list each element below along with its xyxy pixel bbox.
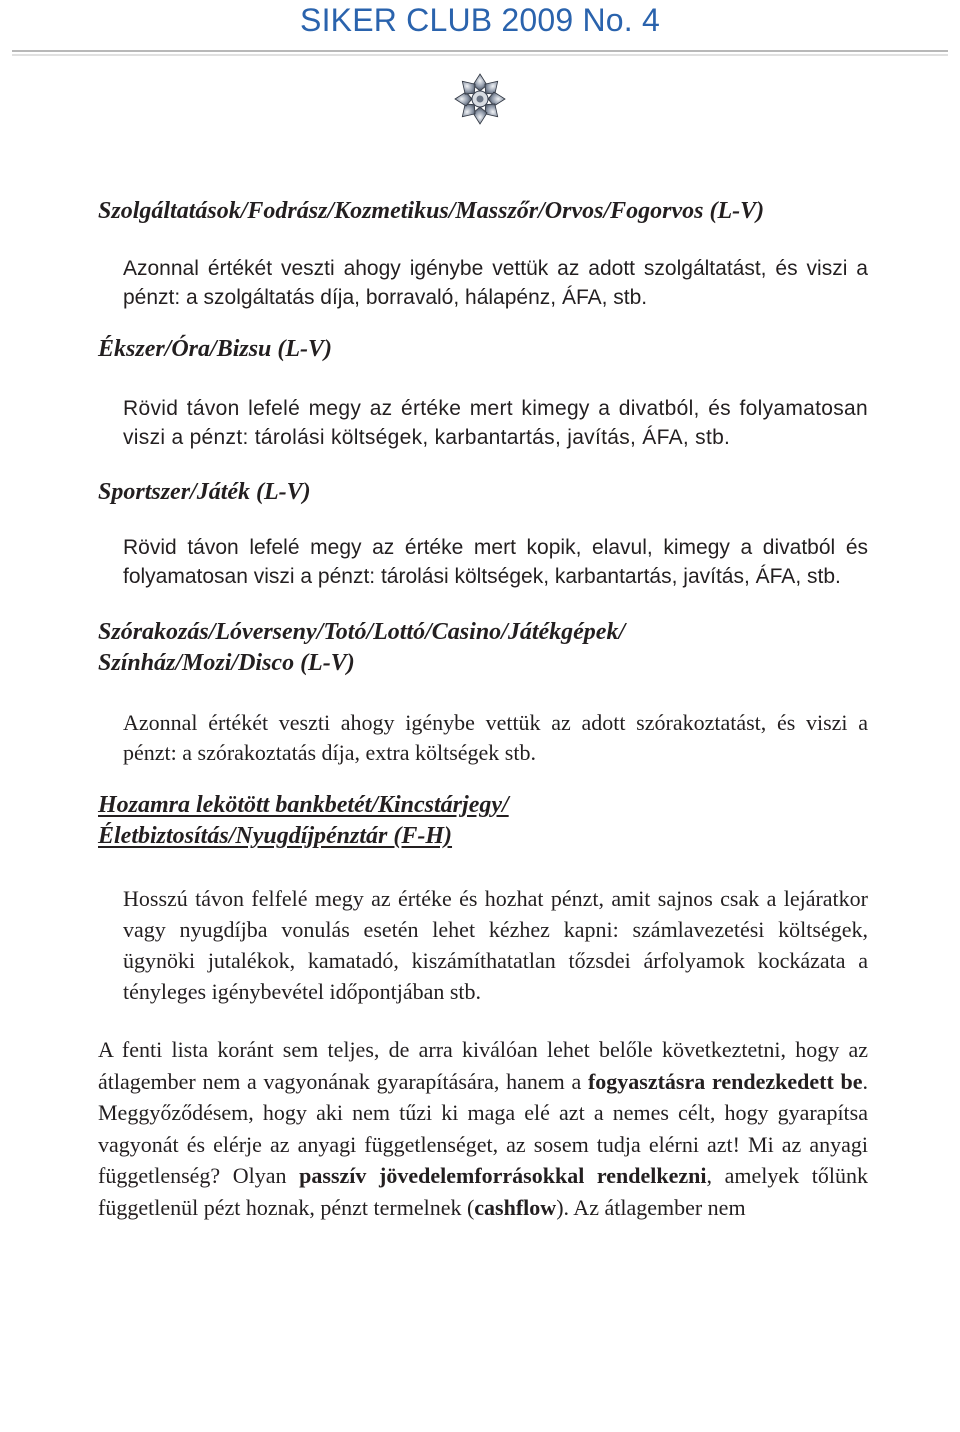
article-content [98, 196, 868, 1224]
section-heading: Sportszer/Játék (L-V) [98, 479, 311, 505]
closing-paragraph [98, 1034, 868, 1224]
closing-emphasis: passzív jövedelemforrásokkal rendelkezni [299, 1163, 707, 1189]
heading-line: Színház/Mozi/Disco (L-V) [98, 650, 355, 676]
page-header-title: SIKER CLUB 2009 No. 4 [300, 2, 660, 38]
closing-text: ). Az átlagember nem [556, 1194, 746, 1220]
section-body: Azonnal értékét veszti ahogy igénybe vettük az adott szórakoztatást, és viszi a pénzt: a szórakoztatás díja, extra költségek stb. [123, 710, 868, 765]
closing-text: . Meggyőződésem, hogy aki nem tűzi ki maga elé azt a nemes célt, hogy gyarapítsa vagyonát és elérje az anyagi függetlenséget, az sosem tudja elérni azt! Mi az anyagi függetlenség? Olyan [98, 1068, 869, 1189]
section-heading [98, 617, 868, 679]
section-body: Hosszú távon felfelé megy az értéke és hozhat pénzt, amit sajnos csak a lejáratkor vagy nyugdíjba vonulás esetén lehet kézhez kapni: számlavezetési költségek, ügynöki jutalékok, kamatadó, kiszámíthatatlan tőzsdei árfolyamok kockázata a tényleges igénybevétel időpontjában stb. [123, 886, 868, 1004]
closing-emphasis: fogyasztásra rendezkedett be [587, 1068, 863, 1094]
closing-text: A fenti lista koránt sem teljes, de arra kiválóan lehet belőle következtetni, hogy az átlagember nem a vagyonának gyarapítására, hanem a [98, 1037, 868, 1094]
section-body: Azonnal értékét veszti ahogy igénybe vettük az adott szolgáltatást, és viszi a pénzt: a szolgáltatás díja, borravaló, hálapénz, ÁFA, stb. [123, 257, 868, 309]
section-heading [98, 790, 868, 852]
diamond-flower-logo-icon [451, 72, 509, 126]
closing-emphasis: cashflow [474, 1194, 557, 1220]
section-heading: Ékszer/Óra/Bizsu (L-V) [98, 336, 333, 362]
header-divider [12, 46, 948, 60]
section-body: Rövid távon lefelé megy az értéke mert kimegy a divatból, és folyamatosan viszi a pénzt: tárolási költségek, karbantartás, javítás, ÁFA, stb. [123, 397, 868, 449]
heading-line: Életbiztosítás/Nyugdíjpénztár (F-H) [98, 823, 453, 849]
section-heading: Szolgáltatások/Fodrász/Kozmetikus/Masszőr/Orvos/Fogorvos (L-V) [98, 198, 765, 224]
heading-line: Hozamra lekötött bankbetét/Kincstárjegy/ [98, 792, 509, 818]
heading-line: Szórakozás/Lóverseny/Totó/Lottó/Casino/Játékgépek/ [98, 619, 626, 645]
section-body: Rövid távon lefelé megy az értéke mert kopik, elavul, kimegy a divatból és folyamatosan viszi a pénzt: tárolási költségek, karbantartás, javítás, ÁFA, stb. [123, 536, 868, 588]
closing-text: , amelyek tőlünk függetlenül pézt hoznak, pénzt termelnek ( [98, 1163, 869, 1220]
